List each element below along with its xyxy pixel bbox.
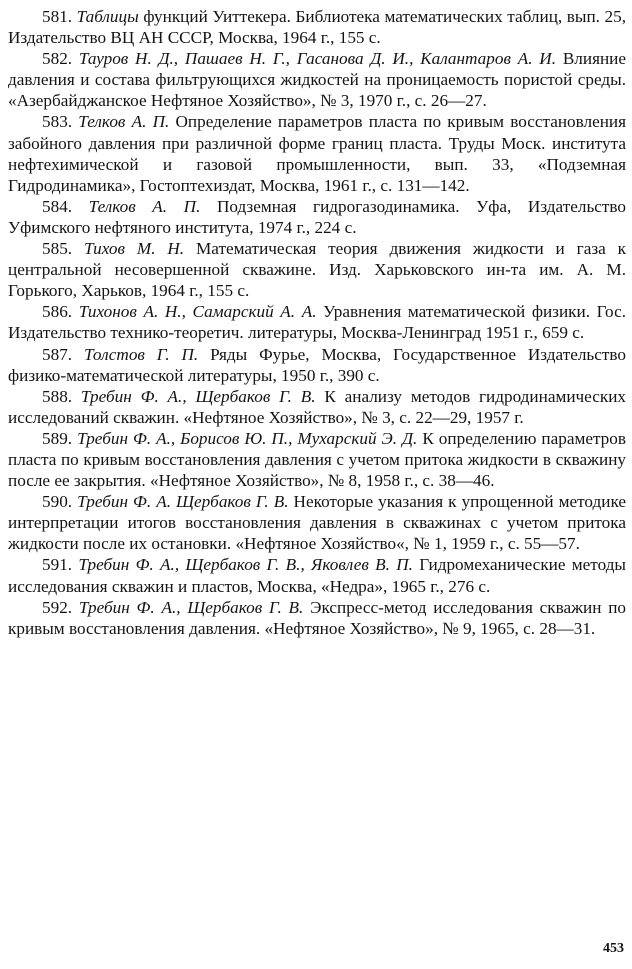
entry-number: 582. bbox=[42, 49, 73, 69]
bibliography-entry bbox=[8, 301, 626, 343]
bibliography-entry bbox=[8, 196, 626, 238]
entry-text: Подземная гидрогазодинамика. Уфа, Издательство Уфимского нефтяного института, 1974 г., 224 с. bbox=[8, 196, 627, 237]
entry-text: Влияние давления и состава фильтрующихся жидкостей на проницаемость пористой среды. «Азербайджанское Нефтяное Хозяйство», № 3, 1970 г., с. 26—27. bbox=[8, 49, 627, 111]
entry-number: 585. bbox=[42, 239, 73, 259]
entry-number: 591. bbox=[42, 555, 73, 575]
entry-authors: Толстов Г. П. bbox=[83, 344, 199, 364]
entry-authors: Требин Ф. А., Щербаков Г. В. bbox=[78, 597, 304, 617]
entry-text: Математическая теория движения жидкости и газа к центральной несовершенной скважине. Изд. Харьковского ин-та им. А. М. Горького, Харьков, 1964 г., 155 с. bbox=[8, 239, 626, 301]
entry-number: 583. bbox=[42, 112, 73, 132]
bibliography-entry bbox=[8, 6, 626, 48]
entry-text: Ряды Фурье, Москва, Государственное Издательство физико-математической литературы, 1950 г., 390 с. bbox=[8, 344, 626, 385]
bibliography-entry bbox=[8, 111, 626, 195]
entry-number: 588. bbox=[42, 386, 73, 406]
entry-number: 592. bbox=[42, 597, 73, 617]
entry-number: 589. bbox=[42, 428, 73, 448]
page-number: 453 bbox=[603, 941, 624, 956]
entry-text: функций Уиттекера. Библиотека математических таблиц, вып. 25, Издательство ВЦ АН СССР, Москва, 1964 г., 155 с. bbox=[8, 7, 626, 48]
entry-number: 584. bbox=[42, 196, 73, 216]
entry-text: К определению параметров пласта по кривым восстановления давления с учетом притока жидкости в скважину после ее закрытия. «Нефтяное Хозяйство», № 8, 1958 г., с. 38—46. bbox=[8, 428, 626, 491]
bibliography-entry bbox=[8, 554, 626, 596]
entry-text: Определение параметров пласта по кривым восстановления забойного давления при различной форме границ пласта. Труды Моск. института нефтехимической и газовой промышленности, вып. 33, «Подземная Гидродинамика», Гостоптехиздат, Москва, 1961 г., с. 131—142. bbox=[8, 112, 627, 195]
entry-authors: Телков А. П. bbox=[88, 196, 201, 216]
entry-authors: Требин Ф. А., Щербаков Г. В., Яковлев В. П. bbox=[78, 555, 413, 575]
entry-text: Некоторые указания к упрощенной методике интерпретации итогов восстановления давления в скважинах с учетом притока жидкости после их остановки. «Нефтяное Хозяйство«, № 1, 1959 г., с. 55—57. bbox=[8, 492, 627, 554]
entry-authors: Телков А. П. bbox=[78, 112, 170, 132]
entry-text: К анализу методов гидродинамических исследований скважин. «Нефтяное Хозяйство», № 3, с. 22—29, 1957 г. bbox=[8, 386, 626, 427]
bibliography-entry bbox=[8, 491, 626, 554]
entry-authors: Требин Ф. А. Щербаков Г. В. bbox=[77, 492, 289, 512]
entry-text: Гидромеханические методы исследования скважин и пластов, Москва, «Недра», 1965 г., 276 с. bbox=[8, 555, 626, 596]
entry-number: 586. bbox=[42, 302, 73, 322]
entry-number: 581. bbox=[42, 7, 73, 26]
bibliography-entry bbox=[8, 344, 626, 386]
bibliography-entry bbox=[8, 386, 626, 428]
bibliography-list bbox=[8, 6, 626, 639]
bibliography-entry bbox=[8, 428, 626, 491]
entry-authors: Тауров Н. Д., Пашаев Н. Г., Гасанова Д. И., Калантаров А. И. bbox=[78, 49, 557, 69]
entry-number: 587. bbox=[42, 344, 73, 364]
bibliography-entry bbox=[8, 48, 626, 111]
entry-authors: Тихов М. Н. bbox=[83, 239, 185, 259]
entry-number: 590. bbox=[42, 492, 73, 512]
bibliography-entry bbox=[8, 597, 626, 639]
bibliography-entry bbox=[8, 238, 626, 301]
entry-authors: Таблицы bbox=[76, 7, 139, 26]
entry-text: Уравнения математической физики. Гос. Издательство технико-теоретич. литературы, Москва-Ленинград 1951 г., 659 с. bbox=[8, 302, 626, 343]
entry-authors: Требин Ф. А., Щербаков Г. В. bbox=[80, 386, 316, 406]
entry-authors: Тихонов А. Н., Самарский А. А. bbox=[78, 302, 317, 322]
entry-authors: Требин Ф. А., Борисов Ю. П., Мухарский Э. Д. bbox=[77, 428, 418, 448]
entry-text: Экспресс-метод исследования скважин по кривым восстановления давления. «Нефтяное Хозяйство», № 9, 1965, с. 28—31. bbox=[8, 597, 626, 638]
